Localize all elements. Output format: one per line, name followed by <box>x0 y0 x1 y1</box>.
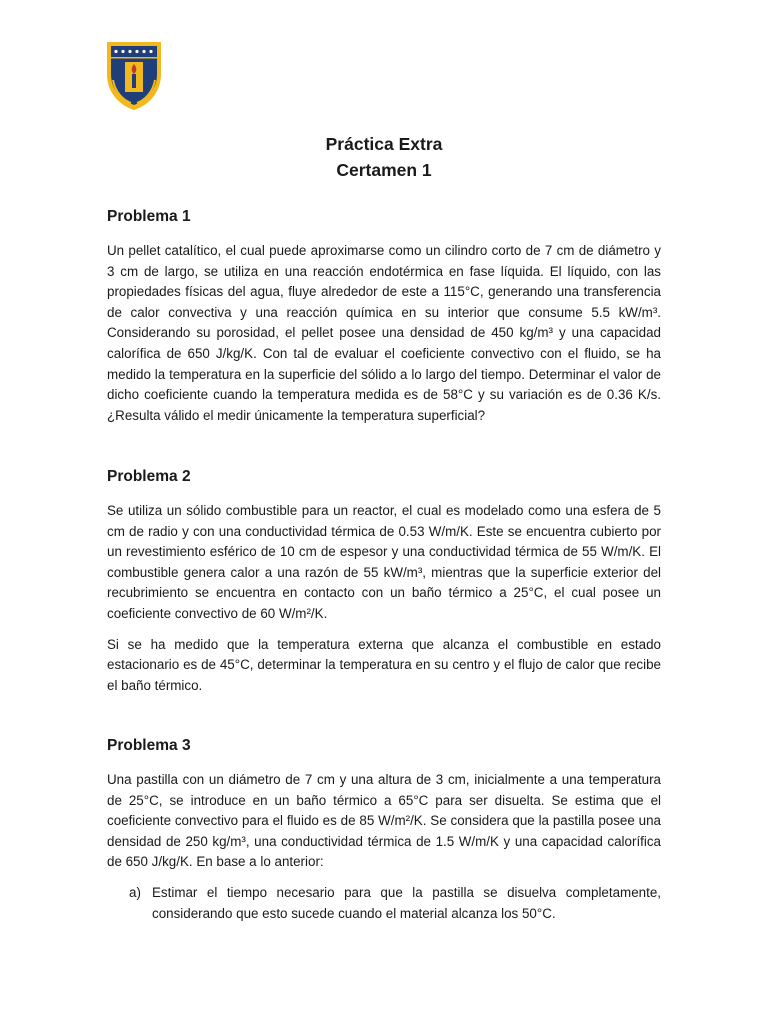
problem-paragraph: Una pastilla con un diámetro de 7 cm y una altura de 3 cm, inicialmente a una temperatura de 25°C, se introduce en un baño térmico a 65°C para ser disuelta. Se estima que el coeficiente convectivo para el fluido es de 85 W/m²/K. Se considera que la pastilla posee una densidad de 250 kg/m³, una conductividad térmica de 1.5 W/m/K y una capacidad calorífica de 650 J/kg/K. En base a lo anterior: <box>107 772 661 870</box>
problem-heading: Problema 1 <box>107 208 191 225</box>
problem-paragraph: Si se ha medido que la temperatura externa que alcanza el combustible en estado estacionario es de 45°C, determinar la temperatura en su centro y el flujo de calor que recibe el baño térmico. <box>107 636 661 693</box>
shield-crest-icon <box>105 40 163 112</box>
problem-heading: Problema 2 <box>107 468 191 485</box>
list-item <box>107 883 661 924</box>
problem-3 <box>107 736 661 924</box>
problem-heading: Problema 3 <box>107 737 191 754</box>
document-title <box>0 131 768 183</box>
problem-1 <box>107 207 661 426</box>
list-marker: a) <box>129 884 141 900</box>
problem-2 <box>107 467 661 696</box>
university-crest-logo <box>105 40 163 112</box>
problem-paragraph: Un pellet catalítico, el cual puede aproximarse como un cilindro corto de 7 cm de diámetro y 3 cm de largo, se utiliza en una reacción endotérmica en fase líquida. El líquido, con las propiedades físicas del agua, fluye alrededor de este a 115°C, generando una transferencia de calor convectiva y una reacción química en su interior que consume 5.5 kW/m³. Considerando su porosidad, el pellet posee una densidad de 450 kg/m³ y una capacidad calorífica de 650 J/kg/K. Con tal de evaluar el coeficiente convectivo con el fluido, se ha medido la temperatura en la superficie del sólido a lo largo del tiempo. Determinar el valor de dicho coeficiente cuando la temperatura medida es de 58°C y su variación es de 0.36 K/s. ¿Resulta válido el medir únicamente la temperatura superficial? <box>107 243 661 423</box>
title-line-2: Certamen 1 <box>336 160 432 180</box>
problem-paragraph: Se utiliza un sólido combustible para un reactor, el cual es modelado como una esfera de 5 cm de radio y con una conductividad térmica de 0.53 W/m/K. Este se encuentra cubierto por un revestimiento esférico de 10 cm de espesor y una conductividad térmica de 55 W/m/K. El combustible genera calor a una razón de 55 kW/m³, mientras que la superficie exterior del recubrimiento se encuentra en contacto con un baño térmico a 25°C, el cual posee un coeficiente convectivo de 60 W/m²/K. <box>107 503 661 621</box>
list-item-text: Estimar el tiempo necesario para que la pastilla se disuelva completamente, considerando que esto sucede cuando el material alcanza los 50°C. <box>152 884 661 921</box>
title-line-1: Práctica Extra <box>325 134 443 154</box>
